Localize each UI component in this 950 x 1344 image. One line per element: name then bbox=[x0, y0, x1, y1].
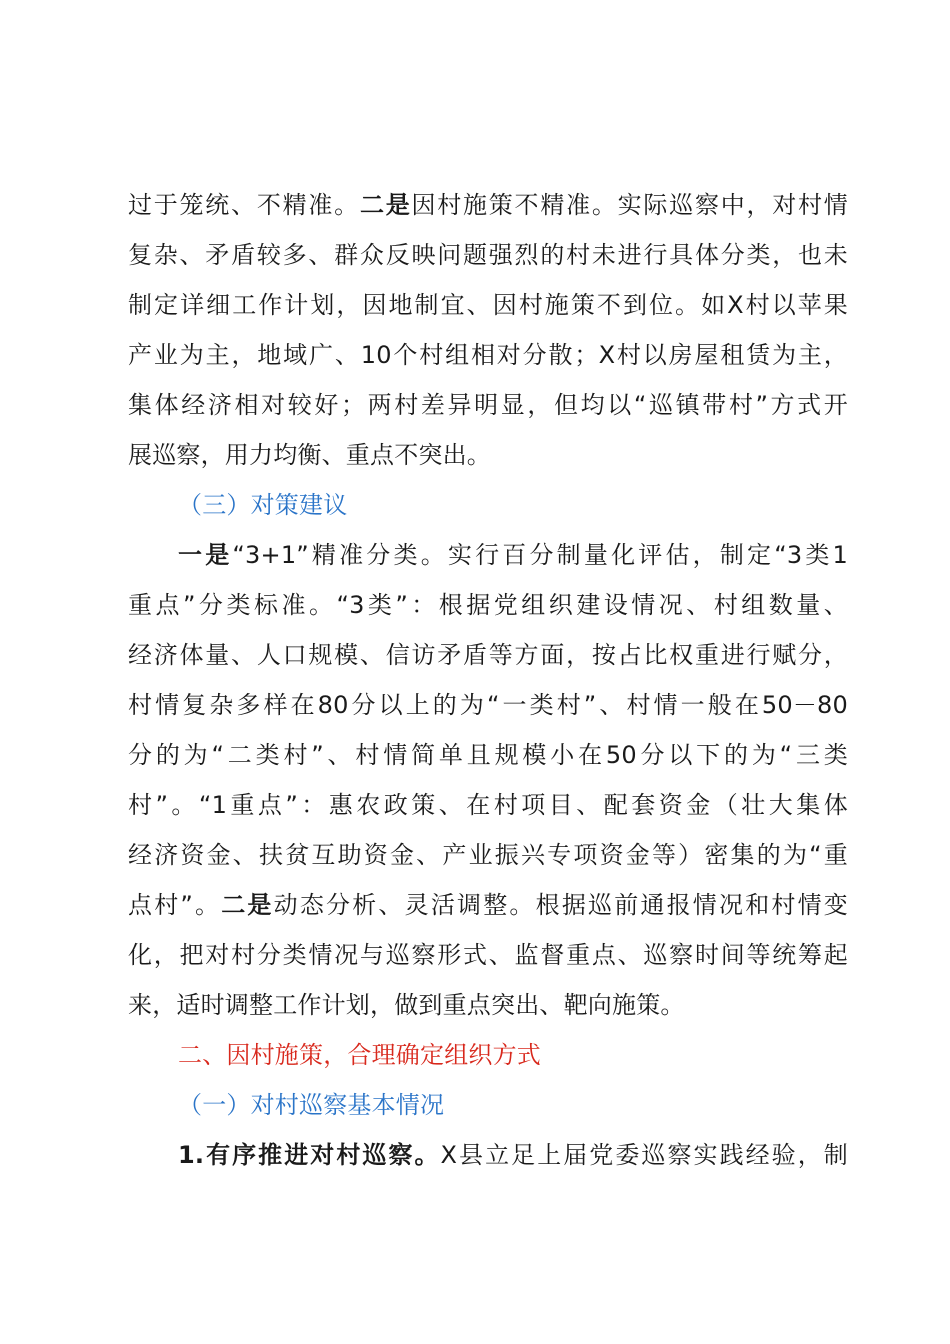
bold-lead: 二是 bbox=[221, 891, 274, 919]
paragraph-line: 展巡察，用力均衡、重点不突出。 bbox=[128, 441, 491, 469]
text-run: 过于笼统、不精准。 bbox=[128, 191, 360, 219]
paragraph-line bbox=[178, 540, 848, 570]
section-heading-3: （三）对策建议 bbox=[178, 491, 348, 519]
section-heading-1: （一）对村巡察基本情况 bbox=[178, 1091, 445, 1119]
paragraph-line bbox=[128, 190, 848, 220]
paragraph-line: 来，适时调整工作计划，做到重点突出、靶向施策。 bbox=[128, 991, 685, 1019]
paragraph-line: 经济体量、人口规模、信访矛盾等方面，按占比权重进行赋分， bbox=[128, 641, 848, 669]
paragraph-line: 重点”分类标准。“3类”：根据党组织建设情况、村组数量、 bbox=[128, 591, 848, 619]
bold-lead: 一是 bbox=[178, 541, 233, 569]
paragraph-line bbox=[178, 1140, 848, 1170]
paragraph-line: 集体经济相对较好；两村差异明显，但均以“巡镇带村”方式开 bbox=[128, 391, 848, 419]
paragraph-line: 化，把对村分类情况与巡察形式、监督重点、巡察时间等统筹起 bbox=[128, 941, 848, 969]
paragraph-line: 复杂、矛盾较多、群众反映问题强烈的村未进行具体分类，也未 bbox=[128, 241, 848, 269]
text-run: X县立足上届党委巡察实践经验，制 bbox=[440, 1141, 848, 1169]
text-run: 动态分析、灵活调整。根据巡前通报情况和村情变 bbox=[273, 891, 849, 919]
paragraph-line: 经济资金、扶贫互助资金、产业振兴专项资金等）密集的为“重 bbox=[128, 841, 848, 869]
text-run: 因村施策不精准。实际巡察中，对村情 bbox=[411, 191, 848, 219]
section-heading-2: 二、因村施策，合理确定组织方式 bbox=[178, 1041, 541, 1069]
bold-lead: 二是 bbox=[359, 191, 412, 219]
paragraph-line: 分的为“二类村”、村情简单且规模小在50分以下的为“三类 bbox=[128, 741, 848, 769]
paragraph-line: 产业为主，地域广、10个村组相对分散；X村以房屋租赁为主， bbox=[128, 341, 848, 369]
bold-lead: 1.有序推进对村巡察。 bbox=[178, 1141, 441, 1169]
paragraph-line: 村”。“1重点”：惠农政策、在村项目、配套资金（壮大集体 bbox=[128, 791, 848, 819]
paragraph-line: 村情复杂多样在80分以上的为“一类村”、村情一般在50－80 bbox=[128, 691, 848, 719]
paragraph-line: 制定详细工作计划，因地制宜、因村施策不到位。如X村以苹果 bbox=[128, 291, 848, 319]
paragraph-line bbox=[128, 890, 848, 920]
text-run: “3+1”精准分类。实行百分制量化评估，制定“3类1 bbox=[232, 541, 849, 569]
text-run: 点村”。 bbox=[128, 891, 222, 919]
